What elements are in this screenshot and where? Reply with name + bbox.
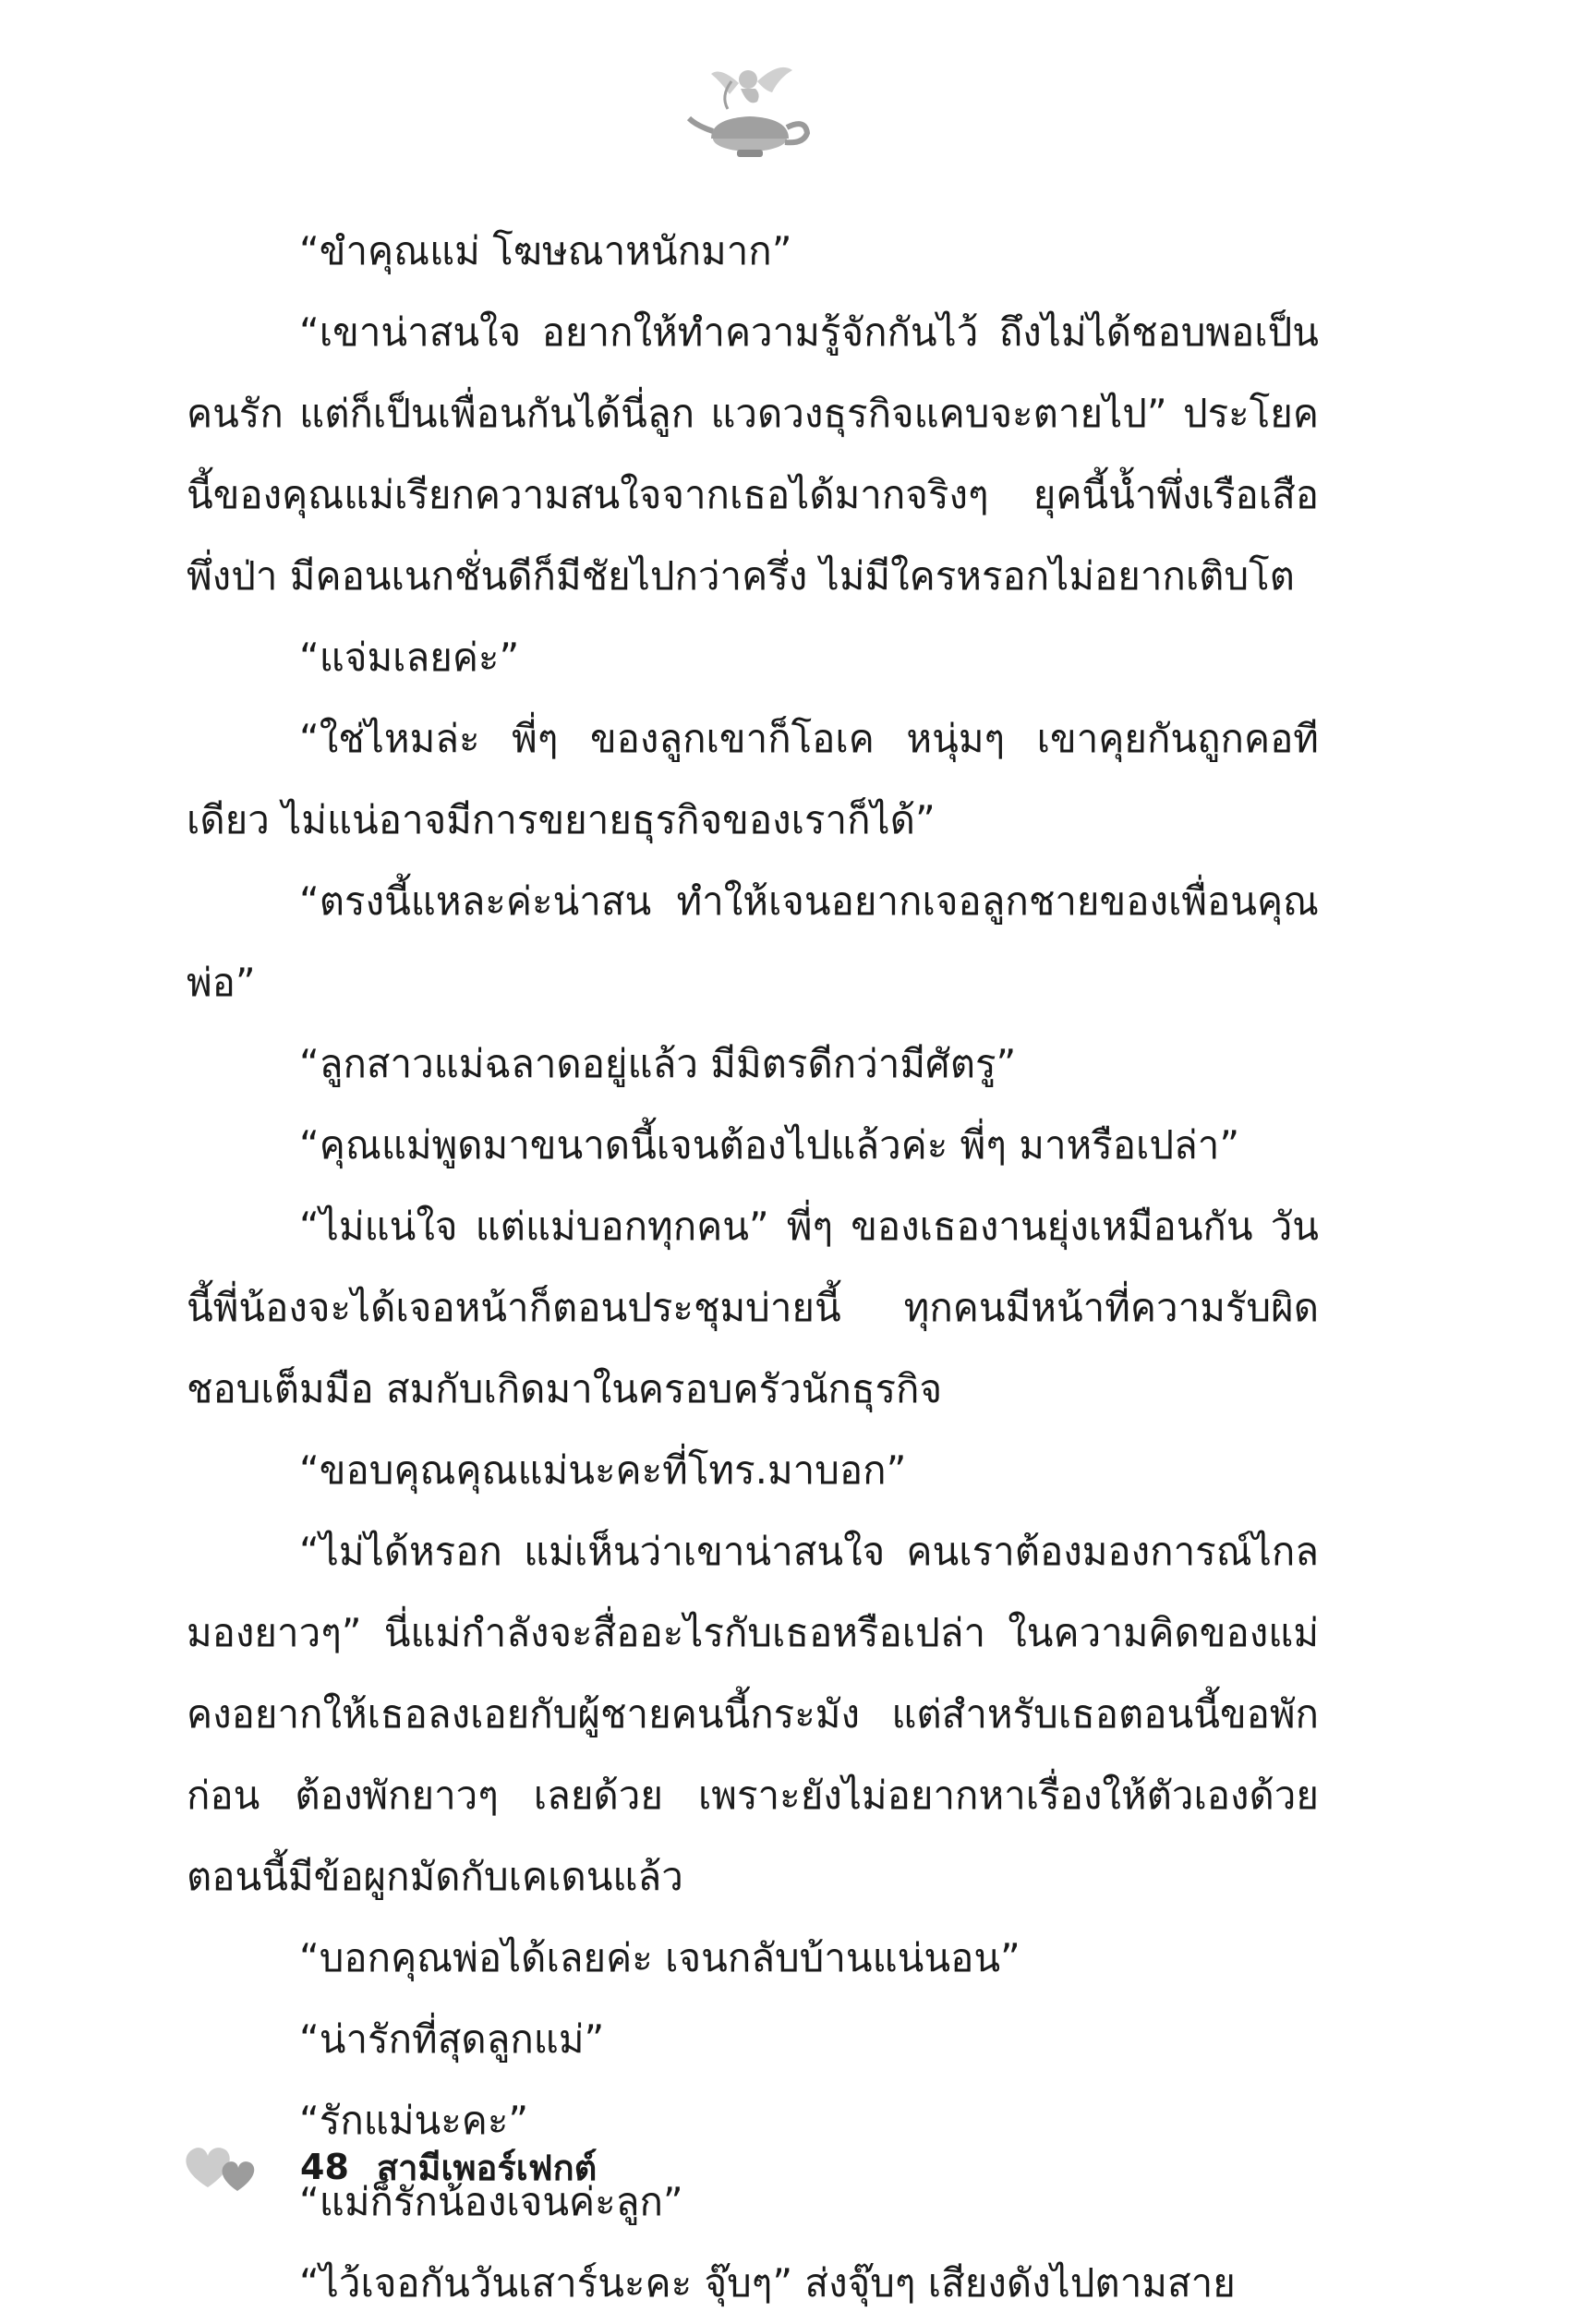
paragraph: “ไม่แน่ใจ แต่แม่บอกทุกคน” พี่ๆ ของเธองานยุ่งเหมือนกัน วันนี้พี่น้องจะได้เจอหน้าก็ตอนประชุมบ่ายนี้ ทุกคนมีหน้าที่ความรับผิดชอบเต็มมือ สมกับเกิดมาในครอบครัวนักธุรกิจ: [187, 1204, 1319, 1411]
paragraph: “คุณแม่พูดมาขนาดนี้เจนต้องไปแล้วค่ะ พี่ๆ มาหรือเปล่า”: [299, 1122, 1240, 1168]
book-title: สามีเพอร์เฟกต์: [376, 2147, 598, 2188]
hearts-icon: [180, 2141, 263, 2193]
paragraph: “ขำคุณแม่ โฆษณาหนักมาก”: [299, 228, 792, 273]
page-footer: [180, 2141, 597, 2193]
cupid-teapot-icon: [683, 54, 813, 169]
story-text: [187, 211, 1319, 2324]
page-number: 48: [300, 2147, 349, 2187]
paragraph: “ขอบคุณคุณแม่นะคะที่โทร.มาบอก”: [299, 1447, 907, 1493]
paragraph: “ลูกสาวแม่ฉลาดอยู่แล้ว มีมิตรดีกว่ามีศัตรู”: [299, 1041, 1017, 1086]
paragraph: “ไว้เจอกันวันเสาร์นะคะ จุ๊บๆ” ส่งจุ๊บๆ เสียงดังไปตามสาย: [299, 2260, 1236, 2306]
paragraph: “แม่ก็รักน้องเจนค่ะลูก”: [299, 2179, 683, 2224]
paragraph: “ตรงนี้แหละค่ะน่าสน ทำให้เจนอยากเจอลูกชายของเพื่อนคุณพ่อ”: [187, 878, 1319, 1005]
paragraph: “ใช่ไหมล่ะ พี่ๆ ของลูกเขาก็โอเค หนุ่มๆ เขาคุยกันถูกคอทีเดียว ไม่แน่อาจมีการขยายธุรกิจของเราก็ได้”: [187, 716, 1319, 842]
paragraph: “น่ารักที่สุดลูกแม่”: [299, 2016, 605, 2062]
paragraph: “แจ่มเลยค่ะ”: [299, 635, 520, 680]
paragraph: “เขาน่าสนใจ อยากให้ทำความรู้จักกันไว้ ถึงไม่ได้ชอบพอเป็นคนรัก แต่ก็เป็นเพื่อนกันได้นี่ลูก แวดวงธุรกิจแคบจะตายไป” ประโยคนี้ของคุณแม่เรียกความสนใจจากเธอได้มากจริงๆ ยุคนี้น้ำพึ่งเรือเสือพึ่งป่า มีคอนเนกชั่นดีก็มีชัยไปกว่าครึ่ง ไม่มีใครหรอกไม่อยากเติบโต: [187, 309, 1319, 599]
paragraph: “บอกคุณพ่อได้เลยค่ะ เจนกลับบ้านแน่นอน”: [299, 1935, 1020, 1980]
paragraph: “ไม่ได้หรอก แม่เห็นว่าเขาน่าสนใจ คนเราต้องมองการณ์ไกล มองยาวๆ” นี่แม่กำลังจะสื่ออะไรกับเธอหรือเปล่า ในความคิดของแม่คงอยากให้เธอลงเอยกับผู้ชายคนนี้กระมัง แต่สำหรับเธอตอนนี้ขอพักก่อน ต้องพักยาวๆ เลยด้วย เพราะยังไม่อยากหาเรื่องให้ตัวเองด้วยตอนนี้มีข้อผูกมัดกับเคเดนแล้ว: [187, 1529, 1319, 1899]
paragraph: “รักแม่นะคะ”: [299, 2098, 529, 2143]
